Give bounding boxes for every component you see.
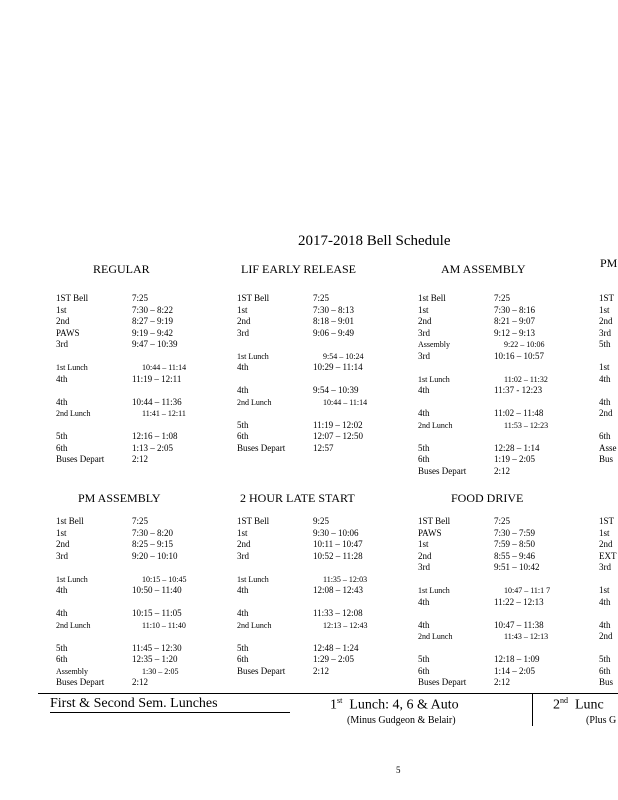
period-label: 6th <box>237 654 249 664</box>
period-label: PAWS <box>418 527 442 538</box>
period-time: 2:12 <box>132 454 149 464</box>
period-time: 12:16 – 1:08 <box>132 431 178 441</box>
schedule-row <box>418 374 588 386</box>
row-spacer <box>56 597 216 609</box>
schedule-row <box>237 574 397 586</box>
clipped-label: 1ST <box>599 516 615 526</box>
period-label: 1st <box>418 539 429 549</box>
period-time: 7:25 <box>494 293 511 303</box>
schedule-row <box>418 408 588 420</box>
period-label: 3rd <box>56 339 68 349</box>
period-time: 9:54 – 10:24 <box>323 351 364 361</box>
schedule-row <box>56 328 216 340</box>
period-label: 5th <box>237 419 249 430</box>
schedule-row <box>237 654 397 666</box>
schedule-row <box>56 620 216 632</box>
period-label: 6th <box>418 454 430 464</box>
period-time: 7:30 – 8:16 <box>494 304 536 315</box>
period-label: 4th <box>56 373 68 384</box>
period-label: 1ST Bell <box>418 516 451 526</box>
schedule-row <box>237 362 397 374</box>
row-spacer <box>237 631 397 643</box>
period-label: 4th <box>237 585 249 595</box>
period-time: 12:18 – 1:09 <box>494 654 540 664</box>
schedule-row <box>237 528 397 540</box>
schedule-clipped-top <box>599 293 618 466</box>
schedule-row <box>418 316 588 328</box>
period-label: 4th <box>237 608 249 618</box>
period-label: 3rd <box>418 350 430 361</box>
row-spacer <box>56 631 216 643</box>
period-label: 5th <box>418 442 430 453</box>
clipped-label: 2nd <box>599 316 613 326</box>
clipped-label: 1st <box>599 304 610 315</box>
clipped-label: 2nd <box>599 539 613 549</box>
clipped-label: EXT <box>599 550 617 561</box>
period-label: 5th <box>418 654 430 664</box>
row-spacer <box>418 397 588 409</box>
schedule-row <box>418 631 588 643</box>
period-label: 4th <box>418 408 430 418</box>
period-time: 12:57 <box>313 442 334 453</box>
schedule-row <box>418 539 588 551</box>
period-time: 1:29 – 2:05 <box>313 654 355 664</box>
period-time: 11:10 – 11:40 <box>142 620 186 630</box>
clipped-label: Asse <box>599 442 617 453</box>
schedule-row <box>237 539 397 551</box>
period-time: 12:08 – 12:43 <box>313 585 364 595</box>
period-time: 8:18 – 9:01 <box>313 316 355 326</box>
schedule-row <box>56 305 216 317</box>
period-label: 2nd <box>418 550 432 561</box>
schedule-food-drive <box>418 516 588 689</box>
schedule-row <box>56 516 216 528</box>
period-label: 1st Lunch <box>237 351 269 361</box>
period-label: 2nd Lunch <box>418 420 453 430</box>
clipped-label <box>599 574 618 586</box>
row-spacer <box>418 608 588 620</box>
second-lunch-note: (Plus G <box>586 715 617 726</box>
row-spacer <box>56 351 216 363</box>
row-spacer <box>237 408 397 420</box>
schedule-row <box>56 666 216 678</box>
schedule-row <box>56 585 216 597</box>
schedule-row <box>418 466 588 478</box>
section-title-pm-assembly: PM ASSEMBLY <box>78 491 161 505</box>
period-label: 4th <box>418 596 430 607</box>
schedule-row <box>418 620 588 632</box>
row-spacer <box>418 574 588 586</box>
schedule-row <box>237 551 397 563</box>
schedule-row <box>418 585 588 597</box>
period-label: 1st Bell <box>56 516 84 526</box>
row-spacer <box>56 420 216 432</box>
schedule-row <box>418 454 588 466</box>
period-label: 4th <box>237 362 249 372</box>
page-number: 5 <box>396 765 401 775</box>
row-spacer <box>418 643 588 655</box>
schedule-row <box>56 454 216 466</box>
clipped-label: 1st <box>599 527 610 538</box>
period-label: PAWS <box>56 327 80 338</box>
period-label: 2nd <box>418 316 432 326</box>
schedule-row <box>237 316 397 328</box>
period-time: 11:02 – 11:32 <box>504 374 548 384</box>
clipped-label: 4th <box>599 373 611 384</box>
period-time: 10:52 – 11:28 <box>313 550 363 561</box>
schedule-row <box>56 539 216 551</box>
period-label: 3rd <box>237 327 249 338</box>
schedule-row <box>56 443 216 455</box>
schedule-row <box>418 443 588 455</box>
schedule-2-hour-late-start <box>237 516 397 677</box>
row-spacer <box>56 562 216 574</box>
period-time: 10:16 – 10:57 <box>494 350 545 361</box>
period-label: 2nd Lunch <box>56 620 91 630</box>
period-label: 1st Lunch <box>237 574 269 584</box>
period-label: 4th <box>56 585 68 595</box>
first-lunch-line: 1st Lunch: 4, 6 & Auto <box>330 696 459 713</box>
section-title-2-hour-late-start: 2 HOUR LATE START <box>240 491 355 505</box>
clipped-label: 2nd <box>599 631 613 641</box>
schedule-row <box>237 516 397 528</box>
period-time: 12:07 – 12:50 <box>313 431 364 441</box>
period-time: 11:02 – 11:48 <box>494 408 544 418</box>
period-time: 2:12 <box>494 677 511 687</box>
row-spacer <box>418 431 588 443</box>
period-time: 11:33 – 12:08 <box>313 608 363 618</box>
schedule-row <box>418 305 588 317</box>
period-label: Buses Depart <box>237 442 286 453</box>
period-time: 9:51 – 10:42 <box>494 562 540 572</box>
period-label: 1st Lunch <box>418 586 450 595</box>
period-time: 10:44 – 11:36 <box>132 396 182 407</box>
period-label: 3rd <box>237 550 249 561</box>
schedule-row <box>56 677 216 689</box>
period-time: 10:50 – 11:40 <box>132 585 182 595</box>
schedule-row <box>56 316 216 328</box>
period-label: 4th <box>56 396 68 407</box>
schedule-pm-assembly <box>56 516 216 689</box>
schedule-row <box>418 516 588 528</box>
schedule-row <box>237 305 397 317</box>
clipped-label: 4th <box>599 619 611 630</box>
clipped-label <box>599 643 618 655</box>
schedule-row <box>56 528 216 540</box>
period-time: 11:43 – 12:13 <box>504 632 549 641</box>
period-label: 6th <box>418 665 430 676</box>
schedule-row <box>56 293 216 305</box>
clipped-label: Bus <box>599 454 614 464</box>
schedule-row <box>56 551 216 563</box>
period-time: 12:28 – 1:14 <box>494 442 540 453</box>
period-time: 8:55 – 9:46 <box>494 550 536 561</box>
period-time: 9:19 – 9:42 <box>132 327 174 338</box>
schedule-regular <box>56 293 216 466</box>
period-time: 9:30 – 10:06 <box>313 527 359 538</box>
period-time: 2:12 <box>313 665 330 676</box>
clipped-label <box>599 608 618 620</box>
period-label: 2nd Lunch <box>237 620 272 630</box>
schedule-am-assembly <box>418 293 588 477</box>
period-label: 1ST Bell <box>56 293 89 303</box>
lunches-heading: First & Second Sem. Lunches <box>50 696 218 711</box>
schedule-row <box>237 585 397 597</box>
period-time: 11:35 – 12:03 <box>323 574 368 584</box>
period-label: 3rd <box>56 550 68 561</box>
clipped-label: 6th <box>599 431 611 441</box>
schedule-row <box>237 420 397 432</box>
period-time: 7:30 – 8:22 <box>132 304 174 315</box>
period-time: 9:06 – 9:49 <box>313 327 355 338</box>
period-time: 7:25 <box>132 516 149 526</box>
period-time: 10:29 – 11:14 <box>313 362 363 372</box>
clipped-label <box>599 385 618 397</box>
period-time: 7:25 <box>313 293 330 303</box>
period-time: 8:27 – 9:19 <box>132 316 174 326</box>
period-time: 12:35 – 1:20 <box>132 654 178 664</box>
schedule-row <box>237 293 397 305</box>
schedule-lif-early-release <box>237 293 397 454</box>
period-label: 2nd <box>237 539 251 549</box>
schedule-row <box>56 654 216 666</box>
period-time: 8:25 – 9:15 <box>132 539 174 549</box>
period-label: Buses Depart <box>418 465 467 476</box>
schedule-row <box>56 408 216 420</box>
period-label: 4th <box>237 385 249 395</box>
period-time: 9:25 <box>313 516 330 526</box>
period-time: 8:21 – 9:07 <box>494 316 536 326</box>
period-label: 4th <box>418 619 430 630</box>
period-label: 5th <box>237 642 249 653</box>
period-label: 2nd Lunch <box>56 409 91 418</box>
schedule-row <box>56 397 216 409</box>
schedule-row <box>418 666 588 678</box>
period-time: 10:11 – 10:47 <box>313 539 363 549</box>
period-time: 11:19 – 12:11 <box>132 373 182 384</box>
period-time: 11:19 – 12:02 <box>313 419 363 430</box>
period-time: 12:48 – 1:24 <box>313 642 359 653</box>
period-label: 6th <box>56 654 68 664</box>
period-label: Buses Depart <box>56 454 105 464</box>
schedule-clipped-bottom <box>599 516 618 689</box>
clipped-label: 3rd <box>599 562 611 572</box>
period-time: 9:47 – 10:39 <box>132 339 178 349</box>
period-label: 2nd Lunch <box>418 632 453 641</box>
clipped-label: 1ST <box>599 293 615 303</box>
schedule-row <box>418 597 588 609</box>
schedule-row <box>56 362 216 374</box>
period-label: 4th <box>56 608 68 618</box>
period-label: 1st <box>237 304 248 315</box>
schedule-row <box>237 328 397 340</box>
schedule-row <box>237 443 397 455</box>
bottom-band-divider <box>532 694 533 726</box>
row-spacer <box>237 339 397 351</box>
clipped-label: Bus <box>599 677 614 687</box>
row-spacer <box>56 385 216 397</box>
period-label: 3rd <box>418 562 430 572</box>
period-time: 10:44 – 11:14 <box>142 363 187 372</box>
clipped-label: 1st <box>599 362 610 372</box>
period-label: 2nd <box>237 316 251 326</box>
clipped-label: 5th <box>599 654 611 664</box>
period-time: 1:30 – 2:05 <box>142 666 179 676</box>
schedule-row <box>237 666 397 678</box>
period-label: Assembly <box>56 666 88 676</box>
period-label: 1st <box>237 527 248 538</box>
period-time: 10:47 – 11:38 <box>494 619 544 630</box>
row-spacer <box>237 374 397 386</box>
period-time: 10:47 – 11:1 7 <box>504 586 551 595</box>
row-spacer <box>237 562 397 574</box>
section-title-clipped: PM <box>600 256 618 270</box>
schedule-row <box>56 643 216 655</box>
period-time: 9:12 – 9:13 <box>494 327 536 338</box>
schedule-row <box>237 643 397 655</box>
period-time: 10:15 – 10:45 <box>142 574 187 584</box>
section-title-regular: REGULAR <box>93 262 150 276</box>
section-title-lif-early-release: LIF EARLY RELEASE <box>241 262 357 276</box>
row-spacer <box>418 362 588 374</box>
period-label: 6th <box>56 442 68 453</box>
period-time: 11:45 – 12:30 <box>132 642 182 653</box>
period-label: 3rd <box>418 327 430 338</box>
period-label: Buses Depart <box>237 665 286 676</box>
schedule-row <box>418 385 588 397</box>
schedule-row <box>418 551 588 563</box>
period-time: 10:15 – 11:05 <box>132 608 182 618</box>
row-spacer <box>237 597 397 609</box>
period-time: 9:54 – 10:39 <box>313 385 359 395</box>
schedule-row <box>56 339 216 351</box>
schedule-row <box>418 562 588 574</box>
period-label: 2nd Lunch <box>237 397 272 407</box>
period-label: 2nd <box>56 316 70 326</box>
period-label: 1st Bell <box>418 293 446 303</box>
period-label: 6th <box>237 431 249 441</box>
period-time: 2:12 <box>494 465 511 476</box>
document-title: 2017-2018 Bell Schedule <box>298 233 451 249</box>
schedule-row <box>56 608 216 620</box>
schedule-row <box>237 608 397 620</box>
schedule-row <box>418 293 588 305</box>
period-label: 1ST Bell <box>237 293 270 303</box>
clipped-label: 5th <box>599 339 611 349</box>
schedule-row <box>56 431 216 443</box>
period-label: 1st <box>56 304 67 315</box>
period-label: 2nd <box>56 539 70 549</box>
period-time: 9:20 – 10:10 <box>132 550 178 561</box>
schedule-row <box>237 620 397 632</box>
lunches-heading-underline <box>50 712 290 713</box>
period-time: 7:25 <box>494 516 511 526</box>
schedule-row <box>56 574 216 586</box>
period-time: 10:44 – 11:14 <box>323 397 368 407</box>
bottom-band-top-rule <box>38 693 618 694</box>
clipped-label: 4th <box>599 596 611 607</box>
period-label: Assembly <box>418 340 450 349</box>
period-time: 7:59 – 8:50 <box>494 539 536 549</box>
period-time: 2:12 <box>132 677 149 687</box>
schedule-row <box>237 385 397 397</box>
schedule-row <box>418 328 588 340</box>
period-label: 5th <box>56 431 68 441</box>
period-time: 11:41 – 12:11 <box>142 409 186 418</box>
period-time: 12:13 – 12:43 <box>323 620 368 630</box>
period-time: 11:22 – 12:13 <box>494 596 544 607</box>
clipped-label <box>599 420 618 432</box>
period-time: 1:19 – 2:05 <box>494 454 536 464</box>
schedule-row <box>237 431 397 443</box>
first-lunch-note: (Minus Gudgeon & Belair) <box>347 715 456 726</box>
second-lunch-line: 2nd Lunc <box>553 696 604 713</box>
period-label: 1st Lunch <box>418 374 450 384</box>
period-time: 11:37 - 12:23 <box>494 385 543 395</box>
period-time: 7:30 – 8:20 <box>132 527 174 538</box>
period-time: 7:25 <box>132 293 149 303</box>
schedule-row <box>237 397 397 409</box>
schedule-row <box>418 420 588 432</box>
clipped-label: 4th <box>599 396 611 407</box>
period-label: 4th <box>418 385 430 395</box>
section-title-food-drive: FOOD DRIVE <box>451 491 524 505</box>
period-label: 1st Lunch <box>56 363 88 372</box>
period-label: 5th <box>56 642 68 653</box>
period-label: 1st <box>418 304 429 315</box>
period-label: 1ST Bell <box>237 516 270 526</box>
period-time: 7:30 – 7:59 <box>494 527 536 538</box>
period-label: 1st Lunch <box>56 574 88 584</box>
clipped-label <box>599 351 618 363</box>
period-time: 7:30 – 8:13 <box>313 304 355 315</box>
schedule-row <box>418 677 588 689</box>
period-label: Buses Depart <box>56 677 105 687</box>
period-time: 1:13 – 2:05 <box>132 442 174 453</box>
period-label: Buses Depart <box>418 677 467 687</box>
period-time: 9:22 – 10:06 <box>504 340 545 349</box>
schedule-row <box>418 528 588 540</box>
schedule-row <box>418 339 588 351</box>
period-label: 1st <box>56 527 67 538</box>
schedule-row <box>418 654 588 666</box>
section-title-am-assembly: AM ASSEMBLY <box>441 262 526 276</box>
schedule-row <box>418 351 588 363</box>
period-time: 1:14 – 2:05 <box>494 665 536 676</box>
schedule-row <box>237 351 397 363</box>
clipped-label: 2nd <box>599 408 613 418</box>
clipped-label: 3rd <box>599 327 611 338</box>
schedule-row <box>56 374 216 386</box>
clipped-label: 1st <box>599 585 610 595</box>
period-time: 11:53 – 12:23 <box>504 420 549 430</box>
clipped-label: 6th <box>599 665 611 676</box>
